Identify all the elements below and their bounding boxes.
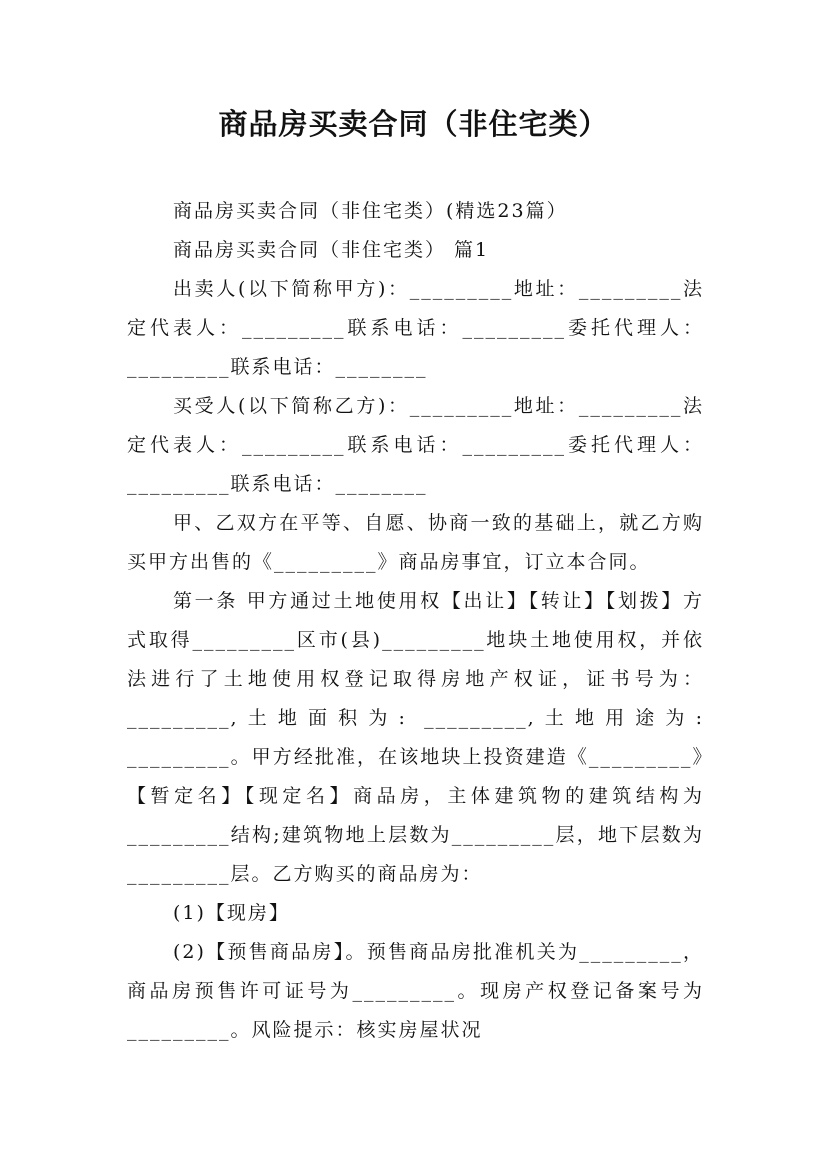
paragraph-item-1: (1)【现房】 bbox=[173, 902, 290, 924]
document-title: 商品房买卖合同（非住宅类） bbox=[218, 107, 609, 141]
paragraph-seller: 出卖人(以下简称甲方)：_________地址：_________法定代表人：_________联系电话：_________委托代理人：_________联系电话：________ bbox=[127, 278, 704, 378]
paragraph-buyer: 买受人(以下简称乙方)：_________地址：_________法定代表人：_________联系电话：_________委托代理人：_________联系电话：________ bbox=[127, 395, 704, 495]
paragraph-article-1: 第一条 甲方通过土地使用权【出让】【转让】【划拨】方式取得_________区市(县)_________地块土地使用权，并依法进行了土地使用权登记取得房地产权证，证书号为：_________,土地面积为: _________,土地用途为: _________。甲方经批准，在该地块上投资建造《_________》【暂定名】【现定名】商品房，主体建筑物的建筑结构为_________结构;建筑物地上层数为_________层，地下层数为_________层。乙方购买的商品房为： bbox=[127, 590, 713, 885]
paragraph-item-2: (2)【预售商品房】。预售商品房批准机关为_________，商品房预售许可证号为_________。现房产权登记备案号为_________。风险提示：核实房屋状况 bbox=[127, 941, 704, 1041]
document-body bbox=[127, 192, 713, 1050]
paragraph-heading: 商品房买卖合同（非住宅类）(精选23篇） bbox=[173, 200, 568, 222]
paragraph-preamble: 甲、乙双方在平等、自愿、协商一致的基础上，就乙方购买甲方出售的《_________》商品房事宜，订立本合同。 bbox=[127, 512, 704, 573]
paragraph-subheading: 商品房买卖合同（非住宅类） 篇1 bbox=[173, 239, 490, 261]
